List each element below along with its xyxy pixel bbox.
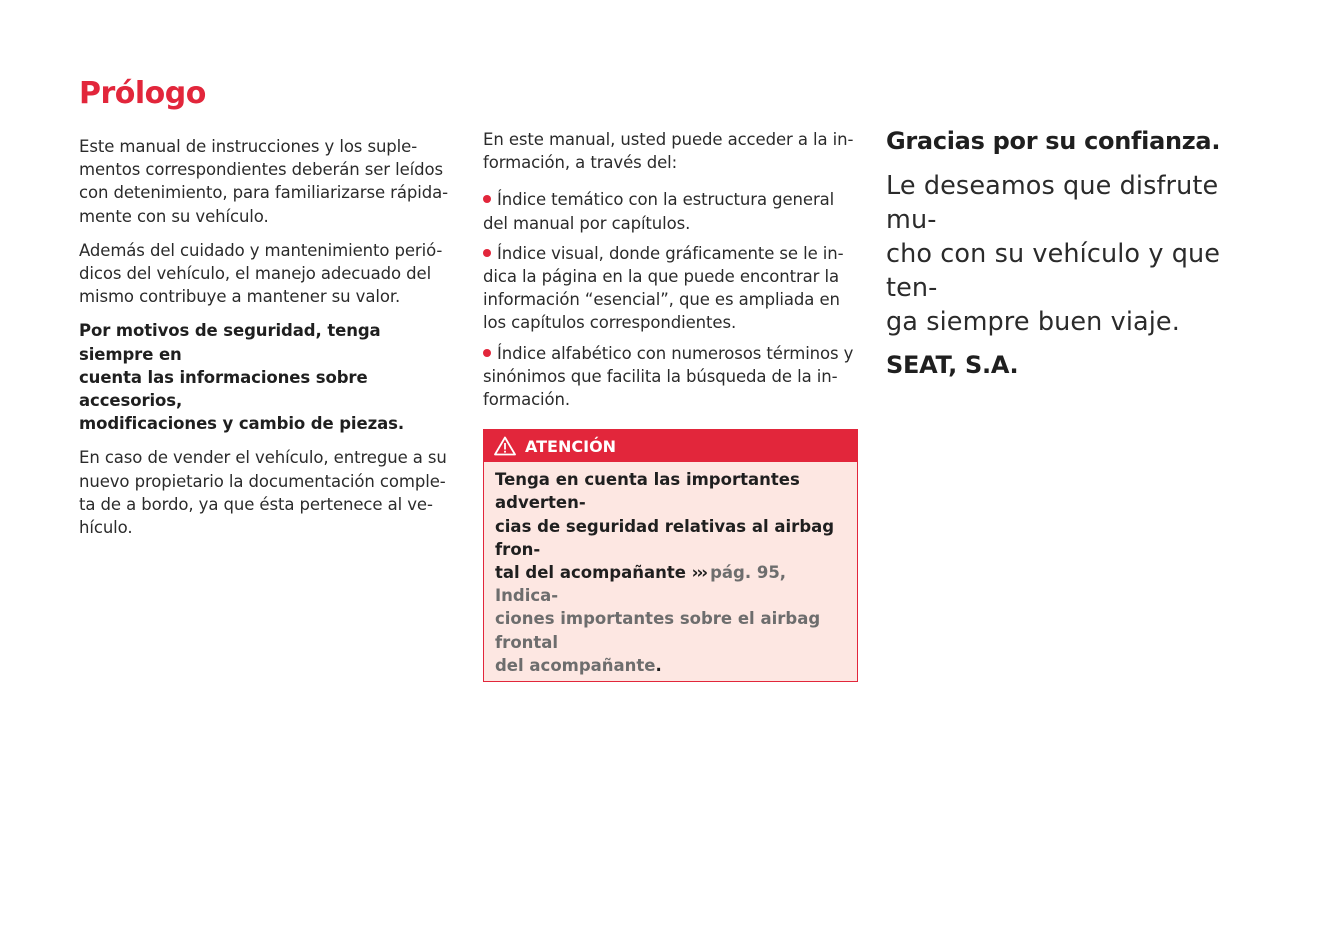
paragraph-maintenance: Además del cuidado y mantenimiento perió- dicos del vehículo, el manejo adecuado del mismo contribuye a mantener su valor. <box>79 240 443 307</box>
cross-reference-arrow-icon: ››› <box>691 563 707 583</box>
signature: SEAT, S.A. <box>886 351 1019 379</box>
warning-label: ATENCIÓN <box>525 436 617 456</box>
list-item-text: Índice alfabético con numerosos términos y sinónimos que facilita la búsqueda de la in- formación. <box>483 343 854 410</box>
list-item <box>483 242 858 335</box>
warning-message: Tenga en cuenta las importantes adverten- cias de seguridad relativas al airbag fron- tal del acompañante <box>495 470 835 583</box>
column-left <box>79 135 454 550</box>
warning-header <box>484 430 857 462</box>
list-item <box>483 342 858 412</box>
paragraph-intro: Este manual de instrucciones y los suple- mentos correspondientes deberán ser leídos con detenimiento, para familiarizarse rápida- mente con su vehículo. <box>79 137 448 226</box>
column-right <box>886 127 1258 379</box>
wish-text: Le deseamos que disfrute mu- cho con su vehículo y que ten- ga siempre buen viaje. <box>886 171 1221 337</box>
warning-end: . <box>655 655 662 675</box>
warning-triangle-icon <box>494 436 516 456</box>
list-item-text: Índice visual, donde gráficamente se le in- dica la página en la que puede encontrar la información “esencial”, que es ampliada en los capítulos correspondientes. <box>483 243 844 333</box>
list-item-text: Índice temático con la estructura general del manual por capítulos. <box>483 190 835 233</box>
warning-text <box>484 462 857 681</box>
list-item <box>483 188 858 234</box>
red-bullet-icon <box>483 349 491 357</box>
thanks-heading: Gracias por su confianza. <box>886 127 1221 155</box>
warning-box <box>483 429 858 682</box>
paragraph-access: En este manual, usted puede acceder a la in- formación, a través del: <box>483 130 854 173</box>
paragraph-safety-note: Por motivos de seguridad, tenga siempre en cuenta las informaciones sobre accesorios, modificaciones y cambio de piezas. <box>79 321 405 434</box>
paragraph-selling: En caso de vender el vehículo, entregue a su nuevo propietario la documentación comple- ta de a bordo, ya que ésta pertenece al ve- hículo. <box>79 448 447 538</box>
column-middle <box>483 128 858 682</box>
page-title: Prólogo <box>79 76 206 111</box>
cross-reference-link[interactable]: pág. 95, Indica- ciones importantes sobre el airbag frontal del acompañante <box>495 563 821 675</box>
red-bullet-icon <box>483 249 491 257</box>
red-bullet-icon <box>483 195 491 203</box>
